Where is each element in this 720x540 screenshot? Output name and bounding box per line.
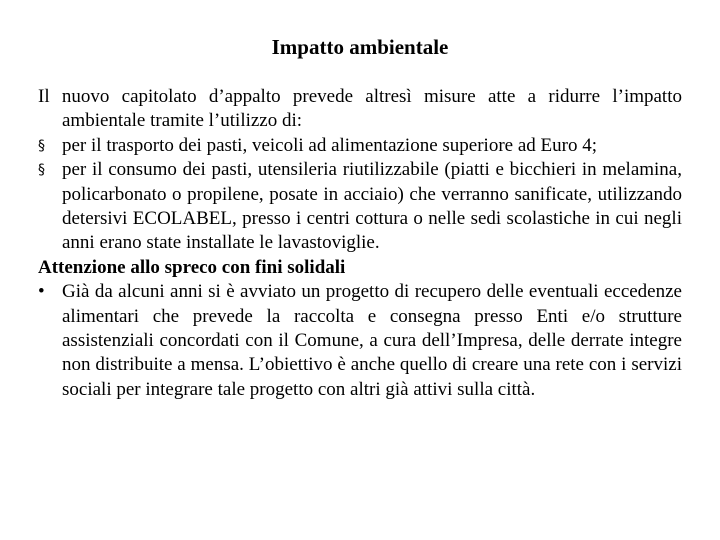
section-bullet-icon: § <box>38 137 45 154</box>
list-item-text: Già da alcuni anni si è avviato un progetto di recupero delle eventuali eccedenze alimentari che prevede la raccolta e consegna presso Enti e/o strutture assistenziali concordati con il Comune, a cura dell’Impresa, delle derrate integre non distribuite a mensa. L’obiettivo è anche quello di creare una rete con i servizi sociali per integrare tale progetto con altri già attivi sulla città. <box>62 281 682 400</box>
list-item-text: per il trasporto dei pasti, veicoli ad alimentazione superiore ad Euro 4; <box>62 134 597 156</box>
intro-paragraph: Il nuovo capitolato d’appalto prevede altresì misure atte a ridurre l’impatto ambientale tramite l’utilizzo di: <box>38 86 682 132</box>
list-item-consumption <box>38 158 682 256</box>
slide-title: Impatto ambientale <box>271 35 449 59</box>
bullet-dot-icon: • <box>38 281 45 303</box>
slide-body <box>38 85 682 402</box>
section-bullet-icon: § <box>38 162 45 179</box>
section-heading: Attenzione allo spreco con fini solidali <box>38 256 346 278</box>
list-item-food-recovery <box>38 280 682 402</box>
list-item-transport <box>38 134 682 158</box>
list-item-text: per il consumo dei pasti, utensileria riutilizzabile (piatti e bicchieri in melamina, policarbonato o propilene, posate in acciaio) che verranno sanificate, utilizzando detersivi ECOLABEL, presso i centri cottura o nelle sedi scolastiche in cui negli anni erano state installate le lavastoviglie. <box>62 159 682 254</box>
